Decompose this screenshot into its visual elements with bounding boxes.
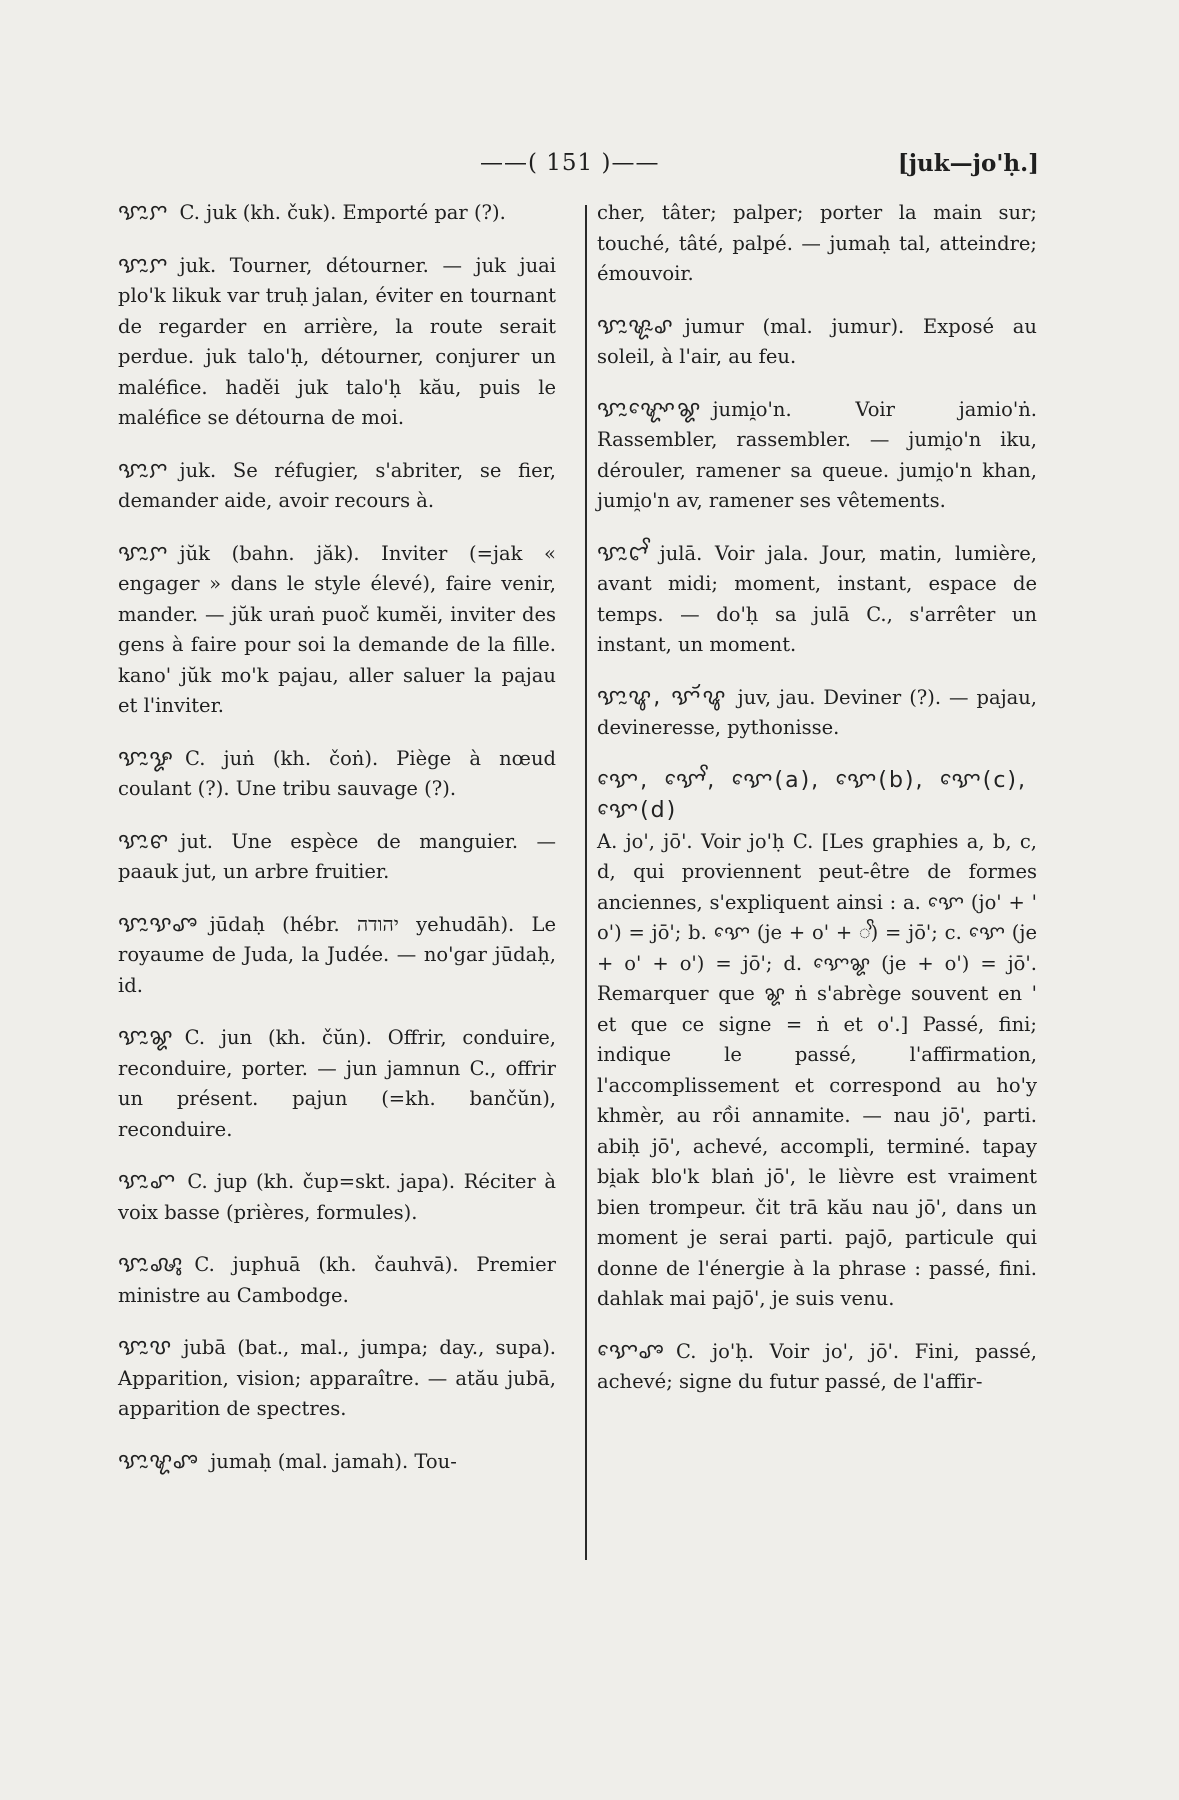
cham-glyph: ꨎꨭꨆ [118,540,170,566]
entry-text: julā. Voir jala. Jour, matin, lumière, avant midi; moment, instant, espace de temps. — do'ḥ sa julā C., s'arrêter un instant, un moment. [597,541,1037,656]
entry-text: jŭk (bahn. jăk). Inviter (=jak « engager » dans le style élevé), faire venir, mander. — jŭk uraṅ puoč kumĕi, inviter des gens à faire pour soi la demande de la fille. kano' jŭk mo'k pajau, aller saluer la pajau et l'inviter. [118,541,556,717]
page-header [0,150,1179,190]
entry [118,1447,556,1478]
cham-glyph: ꨎꨭꨘ [118,1025,175,1050]
cham-glyph: ꨎꨭꨥ, ꨎꨮꨥ [597,684,728,710]
cham-glyph: ꨎꨭꨆ [118,252,170,278]
left-column [118,198,556,1499]
entry-text: C. juk (kh. čuk). Emporté par (?). [179,201,506,224]
entry-text: jumaḥ (mal. jamah). Tou- [210,1449,457,1473]
entry-text: C. jo'ḥ. Voir jo', jō'. Fini, passé, achevé; signe du futur passé, de l'affir- [597,1339,1037,1393]
entry [118,251,556,434]
entry-text: jumur (mal. jumur). Exposé au soleil, à l'air, au feu. [597,314,1037,368]
entry-text: C. jun (kh. čŭn). Offrir, conduire, reconduire, porter. — jun jamnun C., offrir un présent. pajun (=kh. bančŭn), reconduire. [118,1026,556,1141]
entry [597,312,1037,373]
entry-text: C. jup (kh. čup=skt. japa). Réciter à voix basse (prières, formules). [118,1170,556,1224]
cham-glyph: ꨎꨭꨠꨨ [118,1448,201,1474]
entry [118,827,556,888]
entry-text: juk. Tourner, détourner. — juk juai plo'k likuk var truḥ jalan, éviter en tournant de regarder en arrière, la route serait perdue. juk talo'ḥ, détourner, conjurer un maléfice. hadĕi juk talo'ḥ kău, puis le maléfice se détourna de moi. [118,253,556,429]
right-column [597,198,1037,1420]
entry [118,1167,556,1228]
entry [118,910,556,1002]
cham-glyph: ꨎꨭꨠꨳꨯꨘ [597,396,703,422]
continued-entry-text: cher, tâter; palper; porter la main sur; touché, tâté, palpé. — jumaḥ tal, atteindre; émouvoir. [597,201,1037,285]
entry-text: juk. Se réfugier, s'abriter, se fier, demander aide, avoir recours à. [118,458,556,512]
page-number: ——( 151 )—— [480,150,660,176]
column-divider [585,205,587,1560]
entry [118,456,556,517]
entry-text: jumi̯o'n. Voir jamio'ṅ. Rassembler, rassembler. — jumi̯o'n iku, dérouler, ramener sa queue. jumi̯o'n khan, jumi̯o'n av, ramener ses vêtements. [597,397,1037,512]
entry [118,1250,556,1311]
cham-glyph: ꨎꨭꨜꨶ [118,1252,185,1277]
running-head: [juk—jo'ḥ.] [897,150,1039,177]
cham-glyph: ꨎꨭꨝ [118,1335,174,1360]
entry-text: jut. Une espèce de manguier. — paauk jut, un arbre fruitier. [118,829,556,883]
entry-text: C. juṅ (kh. čoṅ). Piège à nœud coulant (?). Une tribu sauvage (?). [118,746,556,800]
cham-glyph: ꨎꨭꨓ [118,828,171,854]
entry [118,539,556,722]
cham-glyph: ꨎꨭꨚ [118,1169,178,1194]
cham-glyph: ꨎꨭꨕꨨ [118,911,200,937]
entry-text: jūdaḥ (hébr. יהודה yehudāh). Le royaume de Juda, la Judée. — no'gar jūdaḥ, id. [118,912,556,997]
entry [118,198,556,229]
entry [597,683,1037,744]
cham-glyph: ꨎꨭꨤꨩ [597,540,650,566]
entry-text: jubā (bat., mal., jumpa; day., supa). Apparition, vision; apparaître. — atău jubā, apparition de spectres. [118,1336,556,1420]
cham-glyph: ꨎꨭꨠꨭꨣ [597,313,675,339]
entry [597,395,1037,517]
entry [597,766,1037,1315]
entry [118,1023,556,1145]
entry [597,1337,1037,1398]
cham-glyph: ꨎꨯ, ꨎꨯꨩ, ꨎꨯ(a), ꨎꨯ(b), ꨎꨯ(c), ꨎꨯ(d) [597,767,1027,823]
entry-text: C. juphuā (kh. čauhvā). Premier ministre au Cambodge. [118,1253,556,1307]
cham-glyph: ꨎꨯꨨ [597,1338,667,1364]
entry [118,744,556,805]
entry-text: A. jo', jō'. Voir jo'ḥ C. [Les graphies a, b, c, d, qui proviennent peut-être de formes anciennes, s'expliquent ainsi : a. ꨎꨯ (jo' + ' o') = jō'; b. ꨎꨯ (je + o' + ꨩ) = jō'; c. ꨎꨯ (je + o' + o') = jō'; d. ꨎꨯꨘ (je + o') = jō'. Remarquer que ꨘ ṅ s'abrège souvent en ' et que ce signe = ṅ et o'.] Passé, fini; indique le passé, l'affirmation, l'accomplissement et correspond au ho'y khmèr, au rồi annamite. — nau jō', parti. abiḥ jō', achevé, accompli, terminé. tapay bi̯ak blo'k blaṅ jō', le lièvre est vraiment bien trompeur. čit trā kău nau jō', dans un moment je serai parti. pajō, particule qui donne de l'énergie à la phrase : passé, fini. dahlak mai pajō', je suis venu. [597,829,1037,1310]
cham-glyph: ꨎꨭꨆ [118,457,170,483]
entry-text: juv, jau. Deviner (?). — pajau, devineresse, pythonisse. [597,685,1037,739]
cham-glyph: ꨎꨭꨆ [118,200,170,225]
cham-glyph: ꨎꨭꨋ [118,745,175,771]
entry [118,1333,556,1425]
entry [597,539,1037,661]
